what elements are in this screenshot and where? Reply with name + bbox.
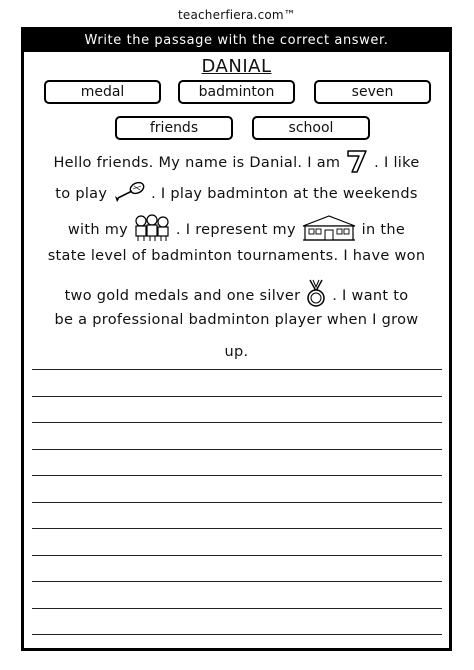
passage-text: in the [361,222,406,238]
writing-line[interactable] [32,555,442,556]
passage-text: . I want to [332,288,409,304]
passage-text: to play [55,186,108,202]
writing-line[interactable] [32,581,442,582]
writing-line[interactable] [32,608,442,609]
word-box-medal: medal [44,80,161,104]
passage-line-5 [24,279,449,313]
passage-text: state level of badminton tournaments. I have won [47,248,426,264]
passage-line-3 [24,214,449,246]
word-box-school: school [252,116,370,140]
passage-text: two gold medals and one silver [64,288,301,304]
word-box-friends: friends [115,116,233,140]
school-icon [301,214,357,246]
writing-line[interactable] [32,528,442,529]
writing-line[interactable] [32,369,442,370]
passage-line-2 [24,181,449,207]
worksheet-frame [21,27,452,651]
passage-text: . I represent my [175,222,296,238]
friends-icon [133,214,171,246]
passage-line-6 [24,312,449,328]
passage-text: Hello friends. My name is Danial. I am [53,155,341,171]
writing-line[interactable] [32,422,442,423]
passage-line-1 [24,148,449,178]
passage-text: . I like [374,155,420,171]
writing-line[interactable] [32,475,442,476]
word-box-badminton: badminton [178,80,295,104]
passage-line-4 [24,248,449,264]
passage-text: . I play badminton at the weekends [151,186,418,202]
word-box-seven: seven [314,80,431,104]
writing-line[interactable] [32,502,442,503]
passage-text: with my [67,222,129,238]
writing-line[interactable] [32,449,442,450]
passage-line-7 [24,344,449,360]
instruction-banner: Write the passage with the correct answer. [24,30,449,52]
passage-text: up. [224,344,249,360]
site-watermark: teacherfiera.com™ [177,8,297,22]
medal-icon [305,279,327,313]
passage-text: be a professional badminton player when I grow [54,312,419,328]
writing-line[interactable] [32,634,442,635]
worksheet-title: DANIAL [201,56,272,77]
badminton-racket-icon [112,181,146,207]
seven-digit-icon [345,148,369,178]
writing-line[interactable] [32,396,442,397]
